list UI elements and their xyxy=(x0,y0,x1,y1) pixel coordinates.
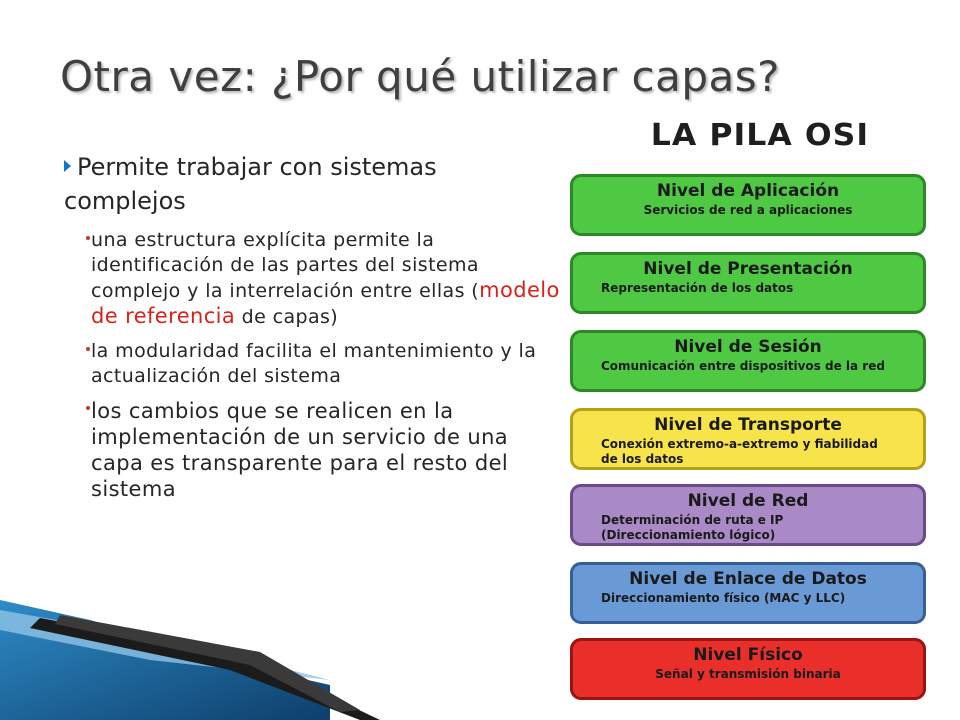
dot-bullet-icon xyxy=(86,406,90,410)
osi-layer-transport xyxy=(570,408,926,470)
layer-name: Nivel de Sesión xyxy=(674,337,822,357)
osi-stack-figure xyxy=(560,112,960,720)
layer-desc: Servicios de red a aplicaciones xyxy=(643,203,853,217)
sub-bullet-modularity xyxy=(64,339,564,389)
bullet1-text: una estructura explícita permite la identificación de las partes del sistema complejo y la interrelación entre ellas ( xyxy=(91,229,480,302)
layer-desc: Comunicación entre dispositivos de la red xyxy=(601,359,885,373)
osi-layer-data-link xyxy=(570,562,926,624)
sub-bullet-changes xyxy=(64,398,564,502)
layer-name: Nivel de Aplicación xyxy=(656,181,840,201)
layer-desc: Direccionamiento físico (MAC y LLC) xyxy=(601,591,846,605)
lead-text: Permite trabajar con sistemas complejos xyxy=(64,153,437,215)
bullet3-text: los cambios que se realicen en la implementación de un servicio de una capa es transparente para el resto del sistema xyxy=(91,399,509,501)
layer-desc: Determinación de ruta e IP (Direccionamiento lógico) xyxy=(601,513,784,542)
osi-title: LA PILA OSI xyxy=(650,118,870,153)
layer-name: Nivel Físico xyxy=(693,645,803,665)
dot-bullet-icon xyxy=(86,236,90,240)
osi-layer-presentation xyxy=(570,252,926,314)
layer-desc: Conexión extremo-a-extremo y fiabilidad de los datos xyxy=(601,437,878,466)
triangle-bullet-icon xyxy=(64,160,71,172)
osi-layer-network xyxy=(570,484,926,546)
bullet2-text: la modularidad facilita el mantenimiento y la actualización del sistema xyxy=(91,340,537,387)
osi-layer-application xyxy=(570,174,926,236)
lead-bullet xyxy=(64,150,564,218)
layer-name: Nivel de Transporte xyxy=(654,415,842,435)
layer-name: Nivel de Presentación xyxy=(643,259,853,279)
layer-desc: Señal y transmisión binaria xyxy=(655,667,841,681)
highlight-text: modelo de referencia xyxy=(91,278,560,328)
layer-name: Nivel de Enlace de Datos xyxy=(629,569,867,589)
osi-layer-physical xyxy=(570,638,926,700)
osi-layer-session xyxy=(570,330,926,392)
layer-desc: Representación de los datos xyxy=(601,281,794,295)
sub-bullet-structure xyxy=(64,228,564,330)
decorative-swoosh xyxy=(0,560,560,720)
dot-bullet-icon xyxy=(86,347,90,351)
bullet1-end-text: de capas) xyxy=(235,306,339,328)
slide-title: Otra vez: ¿Por qué utilizar capas? xyxy=(60,52,780,101)
slide-body xyxy=(64,150,564,511)
layer-name: Nivel de Red xyxy=(687,491,809,511)
